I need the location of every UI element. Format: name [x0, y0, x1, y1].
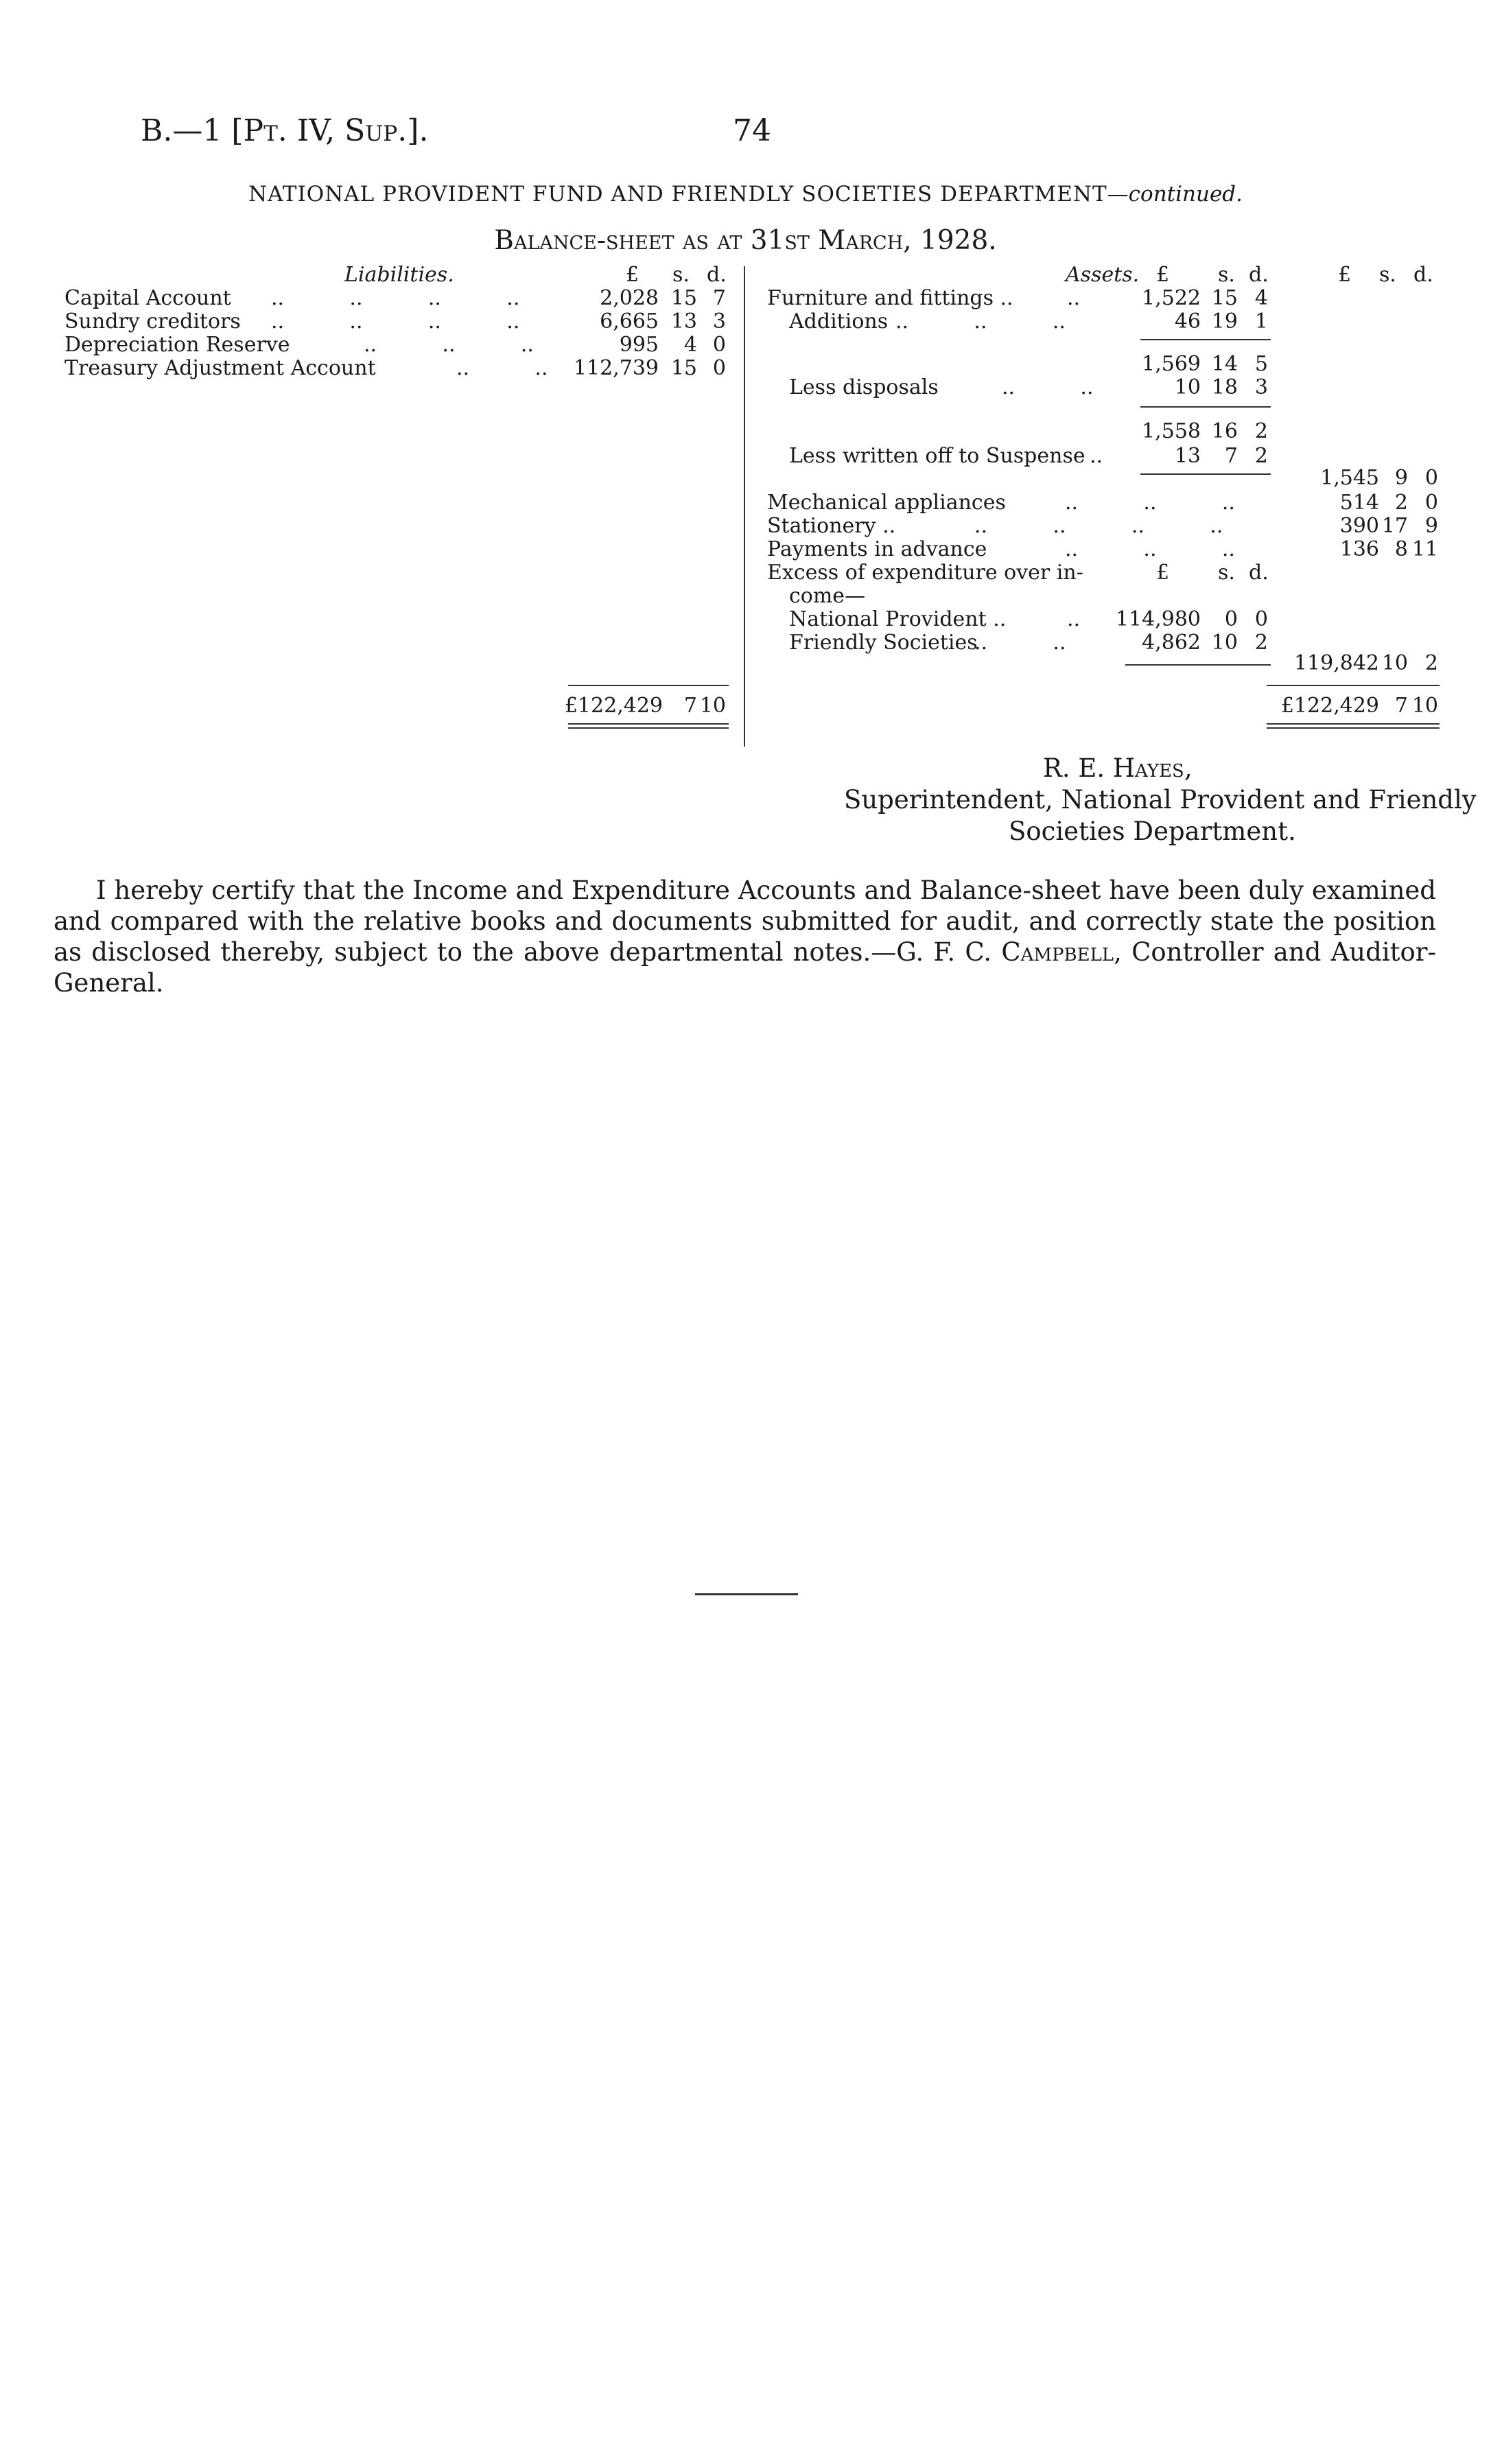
- asset-pounds: 1,569: [1142, 352, 1201, 376]
- asset-pence: 2: [1254, 444, 1268, 468]
- asset-label: Less disposals: [789, 375, 939, 399]
- subtotal-rule: [1125, 664, 1271, 666]
- total-double-rule: [1267, 723, 1440, 725]
- assets-heading: Assets.: [1066, 263, 1140, 287]
- certificate-text: I hereby certify that the Income and Expenditure Accounts and Balance-sheet have been duly examined and compared with the relative books and documents submitted for audit, and correctly state the position as disclosed thereby, subject to the above departmental notes.—G. F. C.: [54, 876, 1436, 967]
- asset-net-pounds: 119,842: [1293, 651, 1379, 675]
- liabilities-total-pounds: £122,429: [564, 694, 663, 718]
- liability-pence: 3: [712, 309, 726, 333]
- asset-shillings: 14: [1211, 352, 1238, 376]
- leader-dots: .. .. .. ..: [974, 514, 1223, 538]
- excess-col-pound: £: [1156, 561, 1170, 585]
- total-rule: [1267, 685, 1440, 686]
- liabilities-total-pence: 10: [699, 694, 726, 718]
- asset-pence: 2: [1254, 419, 1268, 443]
- asset-pounds: 46: [1174, 309, 1201, 333]
- assets-col2-d: d.: [1413, 263, 1433, 287]
- leader-dots: .. ..: [456, 356, 548, 380]
- asset-pounds: 10: [1174, 375, 1201, 399]
- liability-label: Capital Account: [64, 286, 231, 310]
- asset-shillings: 0: [1224, 607, 1238, 631]
- asset-pence: 3: [1254, 375, 1268, 399]
- leader-dots: .. .. ..: [364, 333, 534, 357]
- asset-net-pence: 9: [1424, 514, 1438, 538]
- asset-pounds: 114,980: [1115, 607, 1201, 631]
- asset-pence: 2: [1254, 631, 1268, 655]
- asset-net-pounds: 390: [1339, 514, 1379, 538]
- auditor-name: Campbell: [1001, 937, 1114, 967]
- asset-shillings: 16: [1211, 419, 1238, 443]
- total-double-rule: [568, 727, 729, 729]
- balance-sheet-title: Balance-sheet as at 31st March, 1928.: [494, 225, 997, 256]
- liabilities-col-pound: £: [626, 263, 639, 287]
- asset-pence: 0: [1254, 607, 1268, 631]
- asset-net-shillings: 17: [1381, 514, 1408, 538]
- total-rule: [568, 685, 729, 686]
- assets-total-pounds: £122,429: [1280, 694, 1379, 718]
- leader-dots: ..: [1067, 286, 1081, 310]
- assets-col-pound: £: [1156, 263, 1170, 287]
- certificate-paragraph: [54, 875, 1436, 998]
- asset-shillings: 15: [1211, 286, 1238, 310]
- leader-dots: .. ..: [974, 631, 1066, 655]
- asset-label: Friendly Societies: [789, 631, 978, 655]
- asset-net-pounds: 136: [1339, 537, 1379, 561]
- department-title-main: NATIONAL PROVIDENT FUND AND FRIENDLY SOCIETIES DEPARTMENT: [248, 182, 1107, 207]
- asset-label: Additions: [789, 309, 889, 333]
- asset-net-pounds: 514: [1339, 491, 1379, 515]
- asset-shillings: 10: [1211, 631, 1238, 655]
- asset-net-pence: 11: [1411, 537, 1438, 561]
- total-double-rule: [1267, 727, 1440, 729]
- asset-label: Excess of expenditure over in-: [767, 561, 1083, 585]
- liability-shillings: 4: [683, 333, 697, 357]
- assets-total-shillings: 7: [1394, 694, 1408, 718]
- audit-certificate: [54, 875, 1436, 998]
- leader-dots: .. .. .. ..: [271, 286, 520, 310]
- end-rule: [695, 1593, 798, 1595]
- liability-shillings: 15: [670, 286, 697, 310]
- asset-net-shillings: 8: [1394, 537, 1408, 561]
- asset-net-pence: 2: [1424, 651, 1438, 675]
- asset-label: come—: [789, 584, 866, 608]
- document-code: B.—1 [Pt. IV, Sup.].: [141, 113, 429, 148]
- liabilities-col-s: s.: [672, 263, 690, 287]
- liability-pounds: 6,665: [600, 309, 659, 333]
- asset-label: Payments in advance: [767, 537, 987, 561]
- liability-pounds: 995: [619, 333, 659, 357]
- assets-col-s: s.: [1218, 263, 1235, 287]
- liability-label: Sundry creditors: [64, 309, 241, 333]
- asset-net-pence: 0: [1424, 466, 1438, 490]
- subtotal-rule: [1140, 406, 1271, 408]
- auditor-title: , Controller and Auditor-General.: [54, 937, 1436, 998]
- department-title: [0, 182, 1491, 207]
- signatory-name: R. E. Hayes,: [1043, 753, 1193, 783]
- total-double-rule: [568, 723, 729, 725]
- department-title-suffix: —continued.: [1107, 182, 1243, 207]
- liability-pence: 7: [712, 286, 726, 310]
- leader-dots: .. .. ..: [895, 309, 1066, 333]
- asset-net-pounds: 1,545: [1320, 466, 1379, 490]
- asset-pounds: 13: [1174, 444, 1201, 468]
- liability-pence: 0: [712, 356, 726, 380]
- liabilities-total-shillings: 7: [683, 694, 697, 718]
- subtotal-rule: [1140, 473, 1271, 475]
- asset-net-shillings: 10: [1381, 651, 1408, 675]
- asset-pounds: 4,862: [1142, 631, 1201, 655]
- excess-col-s: s.: [1218, 561, 1235, 585]
- column-divider: [744, 266, 745, 747]
- assets-col2-pound: £: [1338, 263, 1352, 287]
- liability-pence: 0: [712, 333, 726, 357]
- asset-pence: 4: [1254, 286, 1268, 310]
- liability-shillings: 13: [670, 309, 697, 333]
- assets-col2-s: s.: [1379, 263, 1396, 287]
- liability-label: Treasury Adjustment Account: [64, 356, 376, 380]
- liability-pounds: 112,739: [573, 356, 659, 380]
- signatory-title-line1: Superintendent, National Provident and Friendly: [844, 785, 1477, 814]
- excess-col-d: d.: [1249, 561, 1269, 585]
- asset-net-shillings: 2: [1394, 491, 1408, 515]
- asset-pounds: 1,558: [1142, 419, 1201, 443]
- asset-net-shillings: 9: [1394, 466, 1408, 490]
- assets-total-pence: 10: [1411, 694, 1438, 718]
- asset-shillings: 18: [1211, 375, 1238, 399]
- assets-col-d: d.: [1249, 263, 1269, 287]
- asset-shillings: 7: [1224, 444, 1238, 468]
- leader-dots: ..: [1090, 444, 1103, 468]
- asset-label: Furniture and fittings ..: [767, 286, 1013, 310]
- liabilities-col-d: d.: [707, 263, 727, 287]
- asset-label: Mechanical appliances: [767, 491, 1006, 515]
- asset-label: National Provident ..: [789, 607, 1007, 631]
- asset-pounds: 1,522: [1142, 286, 1201, 310]
- asset-label: Less written off to Suspense: [789, 444, 1085, 468]
- leader-dots: .. .. ..: [1065, 537, 1235, 561]
- leader-dots: .. .. .. ..: [271, 309, 520, 333]
- asset-net-pence: 0: [1424, 491, 1438, 515]
- liabilities-heading: Liabilities.: [344, 263, 454, 287]
- asset-label: Stationery ..: [767, 514, 896, 538]
- leader-dots: .. ..: [1002, 375, 1094, 399]
- page-number: 74: [733, 113, 771, 148]
- leader-dots: ..: [1067, 607, 1081, 631]
- liability-label: Depreciation Reserve: [64, 333, 290, 357]
- asset-pence: 5: [1254, 352, 1268, 376]
- liability-pounds: 2,028: [600, 286, 659, 310]
- subtotal-rule: [1140, 339, 1271, 340]
- leader-dots: .. .. ..: [1065, 491, 1235, 515]
- asset-shillings: 19: [1211, 309, 1238, 333]
- liability-shillings: 15: [670, 356, 697, 380]
- signatory-title-line2: Societies Department.: [1009, 817, 1296, 846]
- asset-pence: 1: [1254, 309, 1268, 333]
